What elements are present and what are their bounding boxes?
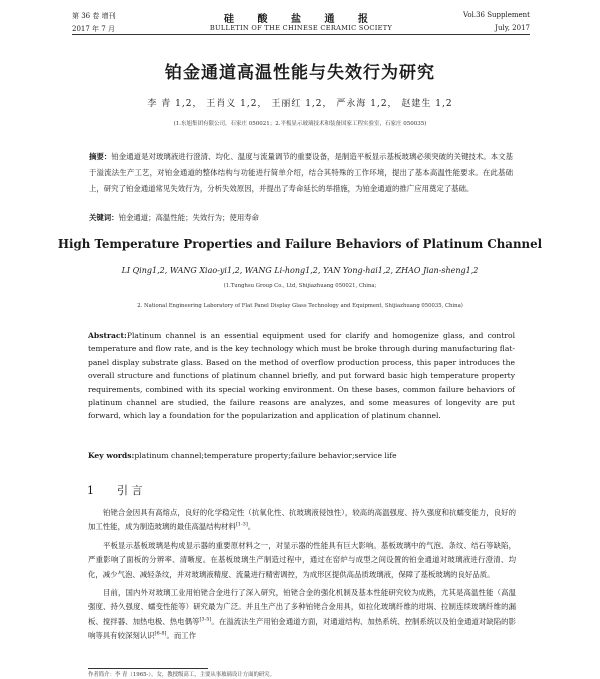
header-rule (72, 34, 530, 35)
volume-issue: 第 36 卷 增刊 (72, 12, 116, 20)
section-heading (87, 482, 143, 498)
chinese-title: 铂金通道高温性能与失效行为研究 (165, 63, 435, 83)
chinese-keywords-text: 铂金通道；高温性能；失效行为；使用寿命 (118, 213, 260, 222)
chinese-keywords (89, 212, 513, 223)
english-abstract-label: Abstract: (88, 331, 127, 340)
english-affiliation-2: 2. National Engineering Laboratory of Flat Panel Display Glass Technology and Equipment, Shijiazhuang 050035, China) (137, 303, 463, 309)
english-abstract-text: Platinum channel is an essential equipment used for clarify and homogenize glass, and control temperature and flow rate, and is the key technology which must be broke through during manufacturing flat-panel display substrate glass. Based on the method of overflow production process, this paper introduces the overall structure and functions of platinum channel briefly, and put forward basic high temperature property requirements, combined with its special working environment. On these bases, common failure behaviors of platinum channel are studied, the failure reasons are analyzes, and some measures of longevity are put forward, which lay a foundation for the popularization and application of platinum channel. (88, 331, 515, 421)
english-title: High Temperature Properties and Failure Behaviors of Platinum Channel (57, 237, 543, 251)
chinese-keywords-label: 关键词： (89, 213, 119, 222)
section-title: 引 言 (117, 484, 143, 497)
issue-date-en: July, 2017 (495, 24, 530, 32)
english-keywords-text: platinum channel;temperature property;failure behavior;service life (134, 451, 397, 460)
paragraph-2: 平板显示基板玻璃是构成显示器的重要原材料之一，对显示器的性能具有巨大影响。基板玻璃中的气泡、条纹、结石等缺陷，严重影响了面板的分辨率、清晰度。在基板玻璃生产制造过程中，通过在窑炉与成型之间设置的铂金通道对玻璃液进行澄清、均化，减少气泡、减轻条纹，并对玻璃液精度、流量进行精密调控，为成形区提供高品质玻璃液，保障了基板玻璃的良好品质。 (88, 540, 516, 579)
volume-en: Vol.36 Supplement (463, 11, 530, 19)
chinese-affiliation: (1.东旭集团有限公司，石家庄 050021；2.平板显示玻璃技术和装备国家工程实验室，石家庄 050035) (173, 121, 427, 127)
issue-date-cn: 2017 年 7 月 (72, 25, 115, 33)
citation: [3-5] (199, 616, 212, 623)
chinese-authors: 李 青 1,2， 王肖义 1,2， 王丽红 1,2， 严永海 1,2， 赵建生 1,2 (147, 99, 453, 109)
english-keywords-label: Key words: (88, 451, 135, 460)
english-keywords (88, 451, 515, 460)
journal-name-en: BULLETIN OF THE CHINESE CERAMIC SOCIETY (209, 24, 393, 32)
paragraph-3: 目前，国内外对玻璃工业用铂铑合金进行了深入研究，铂铑合金的强化机制及基本性能研究较为成熟，尤其是高温性能（高温强度、持久强度、蠕变性能等）研究最为广泛。并且生产出了多种铂铑合金用具，如拉化玻璃纤维的坩埚、拉制连续玻璃纤维的漏板、搅拌器、加热电极、热电偶等[3-5]。在溢流法生产用铂金通道方面，对通道结构、加热系统、控制系统以及铂金通道对缺陷的影响等具有较深刻认识[6-8]。而工作 (88, 588, 516, 641)
paragraph-1: 铂铑合金因具有高熔点，良好的化学稳定性（抗氧化性、抗玻璃液侵蚀性），较高的高温强度、持久强度和抗蠕变能力，良好的加工性能，成为制造玻璃的最佳高温结构材料[1-3]。 (88, 508, 516, 532)
journal-name-cn: 硅 酸 盐 通 报 (224, 14, 378, 25)
body-text (88, 506, 516, 648)
english-affiliation-1: (1.Tunghsu Group Co., Ltd, Shijiazhuang 050021, China; (223, 283, 377, 289)
section-number: 1 (87, 484, 94, 497)
english-authors: LI Qing1,2, WANG Xiao-yi1,2, WANG Li-hong1,2, YAN Yong-hai1,2, ZHAO Jian-sheng1,2 (121, 266, 479, 275)
citation: [1-3] (235, 521, 248, 528)
chinese-abstract-text: 铂金通道是对玻璃液进行澄清、均化、温度与流量调节的重要设备，是制造平板显示基板玻璃必须突破的关键技术。本文基于溢流法生产工艺，对铂金通道的整体结构与功能进行简单介绍，结合其特殊的工作环境，提出了基本高温性能要求。在此基础上，研究了铂金通道常见失效行为，分析失效原因，并提出了寿命延长的举措施，为铂金通道的推广应用奠定了基础。 (89, 152, 513, 193)
footnote-rule (88, 668, 208, 669)
chinese-abstract (89, 149, 513, 197)
english-abstract (88, 329, 515, 423)
running-header (72, 10, 530, 36)
author-footnote: 作者简介：李 青（1965-），女，教授级高工，主要从事玻璃设计方面的研究。 (88, 672, 276, 678)
citation: [6-8] (154, 630, 167, 637)
chinese-abstract-label: 摘要： (89, 152, 112, 161)
